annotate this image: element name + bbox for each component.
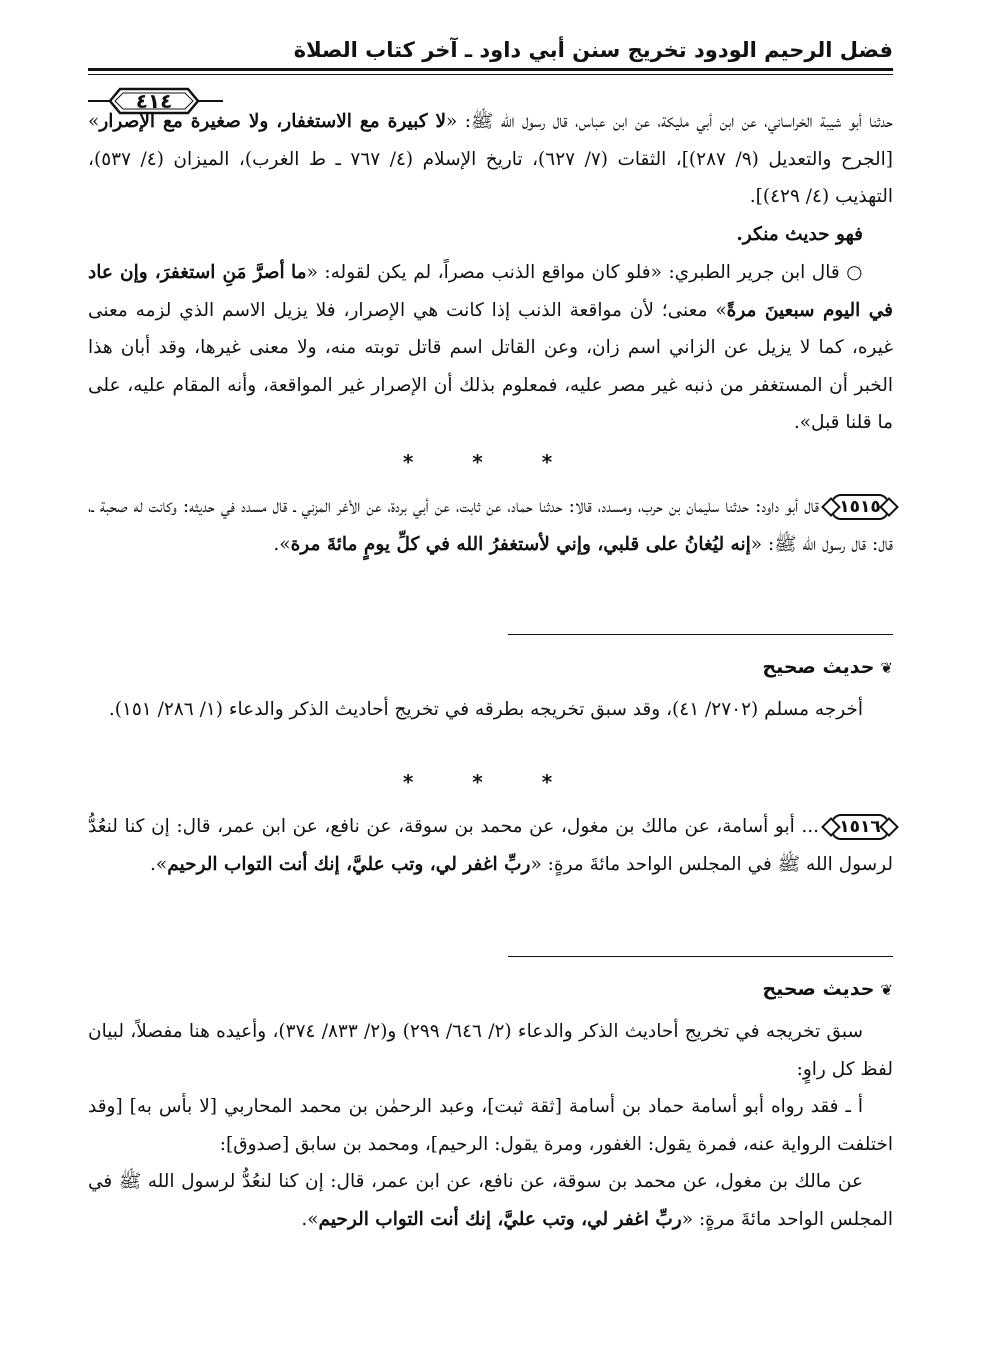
grade-label: حديث صحيح <box>762 978 875 1000</box>
hadith-isnad: ... أبو أسامة، عن مالك بن مغول، عن محمد بن سوقة، عن نافع، عن ابن عمر، قال: إن كنا لنعُدُّ لرسول الله ﷺ في المجلس الواحد مائةَ مرةٍ: « <box>88 816 893 875</box>
hadith-1515-block <box>88 488 893 563</box>
tabari-intro: ○ قال ابن جرير الطبري: «فلو كان مواقع الذنب مصراً، لم يكن لقوله: « <box>306 262 864 283</box>
quote-close: ». <box>150 853 168 875</box>
footnote-separator <box>508 956 893 957</box>
quote-close: ». <box>273 533 291 555</box>
hadith-matn: إنه ليُغانُ على قلبي، وإني لأستغفرُ الله في كلِّ يومٍ مائةَ مرة <box>290 533 751 555</box>
hadith-number: ١٥١٥ <box>839 497 881 517</box>
narration-text: حدثنا أبو شيبة الخراساني، عن ابن أبي مليكة، عن ابن عباس، قال رسول الله ﷺ: « <box>446 111 893 132</box>
grade-label: حديث صحيح <box>762 656 875 678</box>
text-block-2 <box>88 254 893 442</box>
hadith-1516-block <box>88 808 893 883</box>
hadith-isnad: قال أبو داود: حدثنا سليمان بن حرب، ومسدد، قالا: حدثنا حماد، عن ثابت، عن أبي بردة، عن الأغر المزني ـ قال مسدد في حديثه: وكانت له صحبة ـ، قال: قال رسول الله ﷺ: « <box>88 496 893 555</box>
hadith-number: ١٥١٦ <box>839 817 881 837</box>
header-rule-thin <box>88 74 893 75</box>
grade-2-text <box>88 1013 893 1238</box>
takhrij-para-2: أ ـ فقد رواه أبو أسامة حماد بن أسامة [ثقة ثبت]، وعبد الرحمٰن بن محمد المحاربي [لا بأس به] [وقد اختلفت الرواية عنه، فمرة يقول: الغفور، ومرة يقول: الرحيم]، ومحمد بن سابق [صدوق]: <box>88 1096 893 1155</box>
footnote-separator <box>508 634 893 635</box>
quote-close: ». <box>301 1208 319 1230</box>
tabari-rest: » معنى؛ لأن مواقعة الذنب إذا كانت هي الإصرار، فلا يزيل الاسم الذي لزمه معنى غيره، كما لا يزيل عن الزاني اسم زان، وعن القاتل اسم قاتل توبته منه، ولا معنى غيرها، وقد أبان هذا الخبر أن المستغفر من ذنبه غير مصر عليه، فمعلوم بذلك أن الإصرار غير المواقعة، وأنه المقام عليه، على ما قلنا قبل». <box>88 299 893 433</box>
leaf-icon: ❦ <box>880 659 893 677</box>
page-header <box>88 28 893 113</box>
grade-heading-1 <box>88 656 893 678</box>
takhrij-para-3: عن مالك بن مغول، عن محمد بن سوقة، عن نافع، عن ابن عمر، قال: إن كنا لنعُدُّ لرسول الله ﷺ في المجلس الواحد مائةَ مرةٍ: « <box>88 1171 893 1230</box>
hadith-quote: لا كبيرة مع الاستغفار، ولا صغيرة مع الإصرار <box>99 111 447 132</box>
takhrij-para-1: سبق تخريجه في تخريج أحاديث الذكر والدعاء (٢/ ٦٤٦/ ٢٩٩) و(٢/ ٨٣٣/ ٣٧٤)، وأعيده هنا مفصلاً، لبيان لفظ كل راوٍ: <box>88 1021 893 1080</box>
reference-text: » [الجرح والتعديل (٩/ ٢٨٧)]، الثقات (٧/ ٦٢٧)، تاريخ الإسلام (٤/ ٧٦٧ ـ ط الغرب)، الميزان (٤/ ٥٣٧)، التهذيب (٤/ ٤٢٩)]. <box>88 111 894 207</box>
section-separator-stars: * * * <box>402 770 579 794</box>
section-separator-stars: * * * <box>402 450 579 474</box>
takhrij-quote: ربِّ اغفر لي، وتب عليَّ، إنك أنت التواب الرحيم <box>318 1208 682 1230</box>
text-block-1 <box>88 103 893 253</box>
grade-heading-2 <box>88 978 893 1000</box>
page-number: ٤١٤ <box>135 89 173 113</box>
tabari-quote: ما أصرَّ مَنِ استغفرَ، وإن عاد في اليوم سبعينَ مرةً <box>88 262 893 321</box>
takhrij-text: أخرجه مسلم (٢٧٠٢/ ٤١)، وقد سبق تخريجه بطرقه في تخريج أحاديث الذكر والدعاء (١/ ٢٨٦/ ١٥١). <box>108 699 863 720</box>
header-rule-thick <box>88 68 893 71</box>
leaf-icon: ❦ <box>880 981 893 999</box>
verdict-text: فهو حديث منكر. <box>736 223 863 245</box>
hadith-number-badge <box>827 492 893 522</box>
hadith-number-badge <box>827 812 893 842</box>
grade-1-text <box>88 691 893 729</box>
running-title: فضل الرحيم الودود تخريج سنن أبي داود ـ آخر كتاب الصلاة <box>293 38 893 62</box>
hadith-matn: ربِّ اغفر لي، وتب عليَّ، إنك أنت التواب الرحيم <box>167 853 531 875</box>
